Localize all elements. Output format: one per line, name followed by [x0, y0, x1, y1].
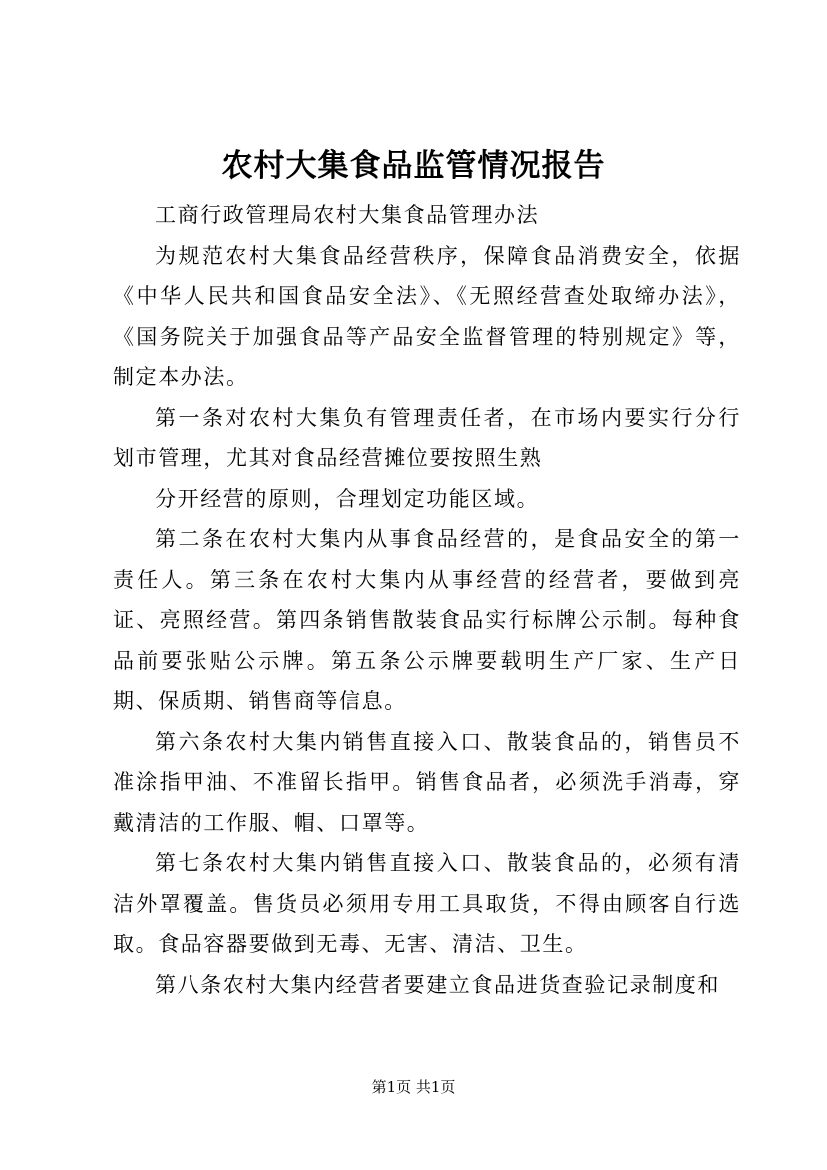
paragraph-articles-2-5: 第二条在农村大集内从事食品经营的，是食品安全的第一责任人。第三条在农村大集内从事经营的经营者，要做到亮证、亮照经营。第四条销售散装食品实行标牌公示制。每种食品前要张贴公示牌。第五条公示牌要载明生产厂家、生产日期、保质期、销售商等信息。: [113, 527, 741, 713]
page-footer: 第1页 共1页: [371, 1078, 456, 1096]
paragraph-article-8: 第八条农村大集内经营者要建立食品进货查验记录制度和: [155, 972, 720, 997]
paragraph-article-6: 第六条农村大集内销售直接入口、散装食品的，销售员不准涂指甲油、不准留长指甲。销售食品者，必须洗手消毒，穿戴清洁的工作服、帽、口罩等。: [113, 729, 741, 835]
paragraph-article-1: 第一条对农村大集负有管理责任者，在市场内要实行分行划市管理，尤其对食品经营摊位要按照生熟: [113, 405, 741, 470]
paragraph-article-1-continued: 分开经营的原则，合理划定功能区域。: [155, 486, 540, 511]
document-body: [113, 195, 741, 1005]
paragraph-subtitle: 工商行政管理局农村大集食品管理办法: [155, 203, 540, 227]
paragraph-article-7: 第七条农村大集内销售直接入口、散装食品的，必须有清洁外罩覆盖。售货员必须用专用工具取货，不得由顾客自行选取。食品容器要做到无毒、无害、清洁、卫生。: [113, 851, 741, 956]
document-title: 农村大集食品监管情况报告: [221, 148, 606, 184]
paragraph-intro: 为规范农村大集食品经营秩序，保障食品消费安全，依据《中华人民共和国食品安全法》、《无照经营查处取缔办法》，《国务院关于加强食品等产品安全监督管理的特别规定》等，制定本办法。: [113, 243, 741, 389]
